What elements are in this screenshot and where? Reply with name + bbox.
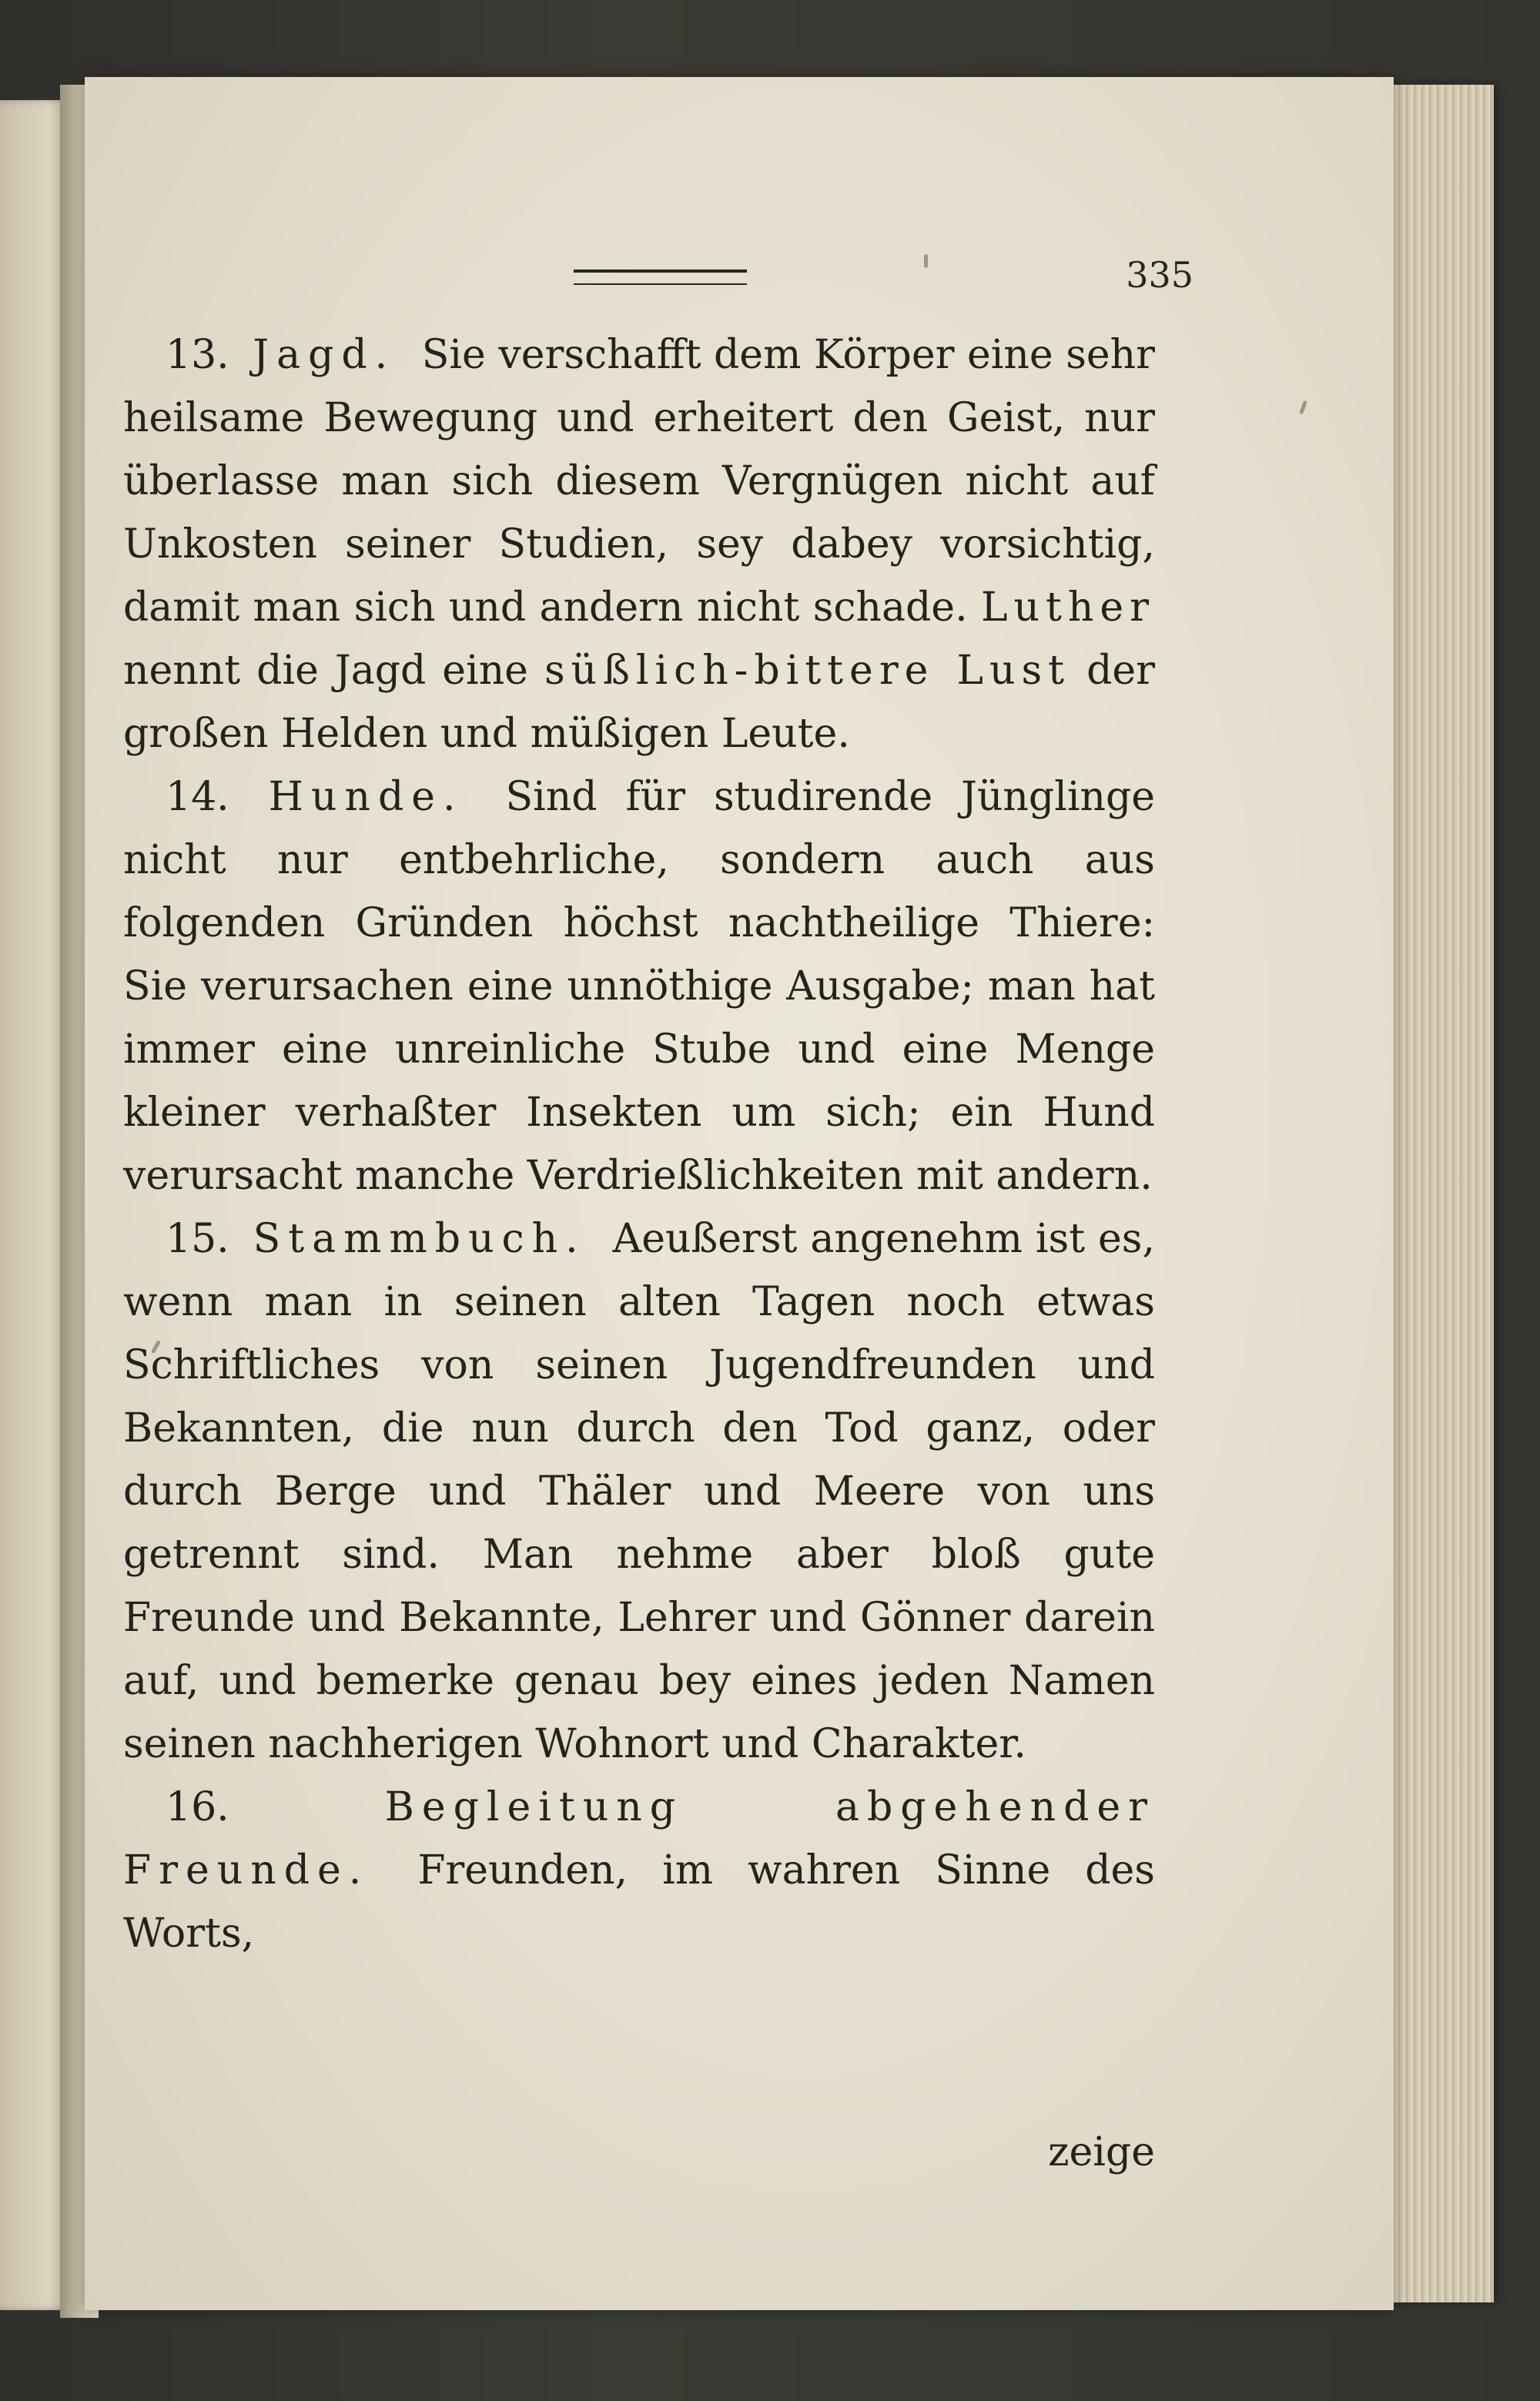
section-number: 16. [166,1784,229,1830]
section-heading: Begleitung abgehender Freunde. [123,1784,1155,1894]
header-rule [574,270,747,285]
section-heading: Hunde. [268,774,464,820]
left-page-edge [0,100,69,2310]
page-number: 335 [1126,254,1194,296]
section-15 [123,1207,1155,1776]
section-number: 15. [166,1216,229,1262]
section-text: Sind für studirende Jünglinge nicht nur entbehrliche, sondern auch aus folgenden Gründen höchst nachtheilige Thiere: Sie verursachen eine unnöthige Ausgabe; man hat immer eine unreinliche Stube und eine Menge kleiner verhaßter Insekten um sich; ein Hund verursacht manche Verdrießlichkeiten mit andern. [123,774,1156,1199]
section-16 [123,1776,1155,1965]
section-13 [123,323,1155,765]
section-heading: Jagd. [253,332,396,378]
spaced-quote: süßlich-bittere Lust [544,648,1071,694]
section-text: nennt die Jagd eine [123,648,528,694]
catchword: zeige [1048,2129,1155,2175]
spaced-name: Luther [980,584,1155,631]
page-edges-stack [1378,85,1494,2302]
section-number: 14. [166,774,229,820]
paper-blemish [924,254,928,268]
section-heading: Stammbuch. [253,1216,586,1262]
section-text: Freunden, im wahren Sinne des Worts, [123,1847,1155,1957]
section-text: Aeußerst angenehm ist es, wenn man in seinen alten Tagen noch etwas Schriftliches von seinen Jugendfreunden und Bekannten, die nun durch den Tod ganz, oder durch Berge und Thäler und Meere von uns getrennt sind. Man nehme aber bloß gute Freunde und Bekannte, Lehrer und Gönner darein auf, und bemerke genau bey eines jeden Namen seinen nachherigen Wohnort und Charakter. [123,1216,1156,1767]
section-text: Sie verschafft dem Körper eine sehr heilsame Bewegung und erheitert den Geist, nur überlasse man sich diesem Vergnügen nicht auf Unkosten seiner Studien, sey dabey vorsichtig, damit man sich und andern nicht schade. [123,332,1156,631]
section-text: der großen Helden und müßigen Leute. [123,648,1156,757]
body-text [123,323,1155,1965]
section-14 [123,765,1155,1207]
paper-blemish [1299,400,1307,415]
section-number: 13. [166,332,229,378]
